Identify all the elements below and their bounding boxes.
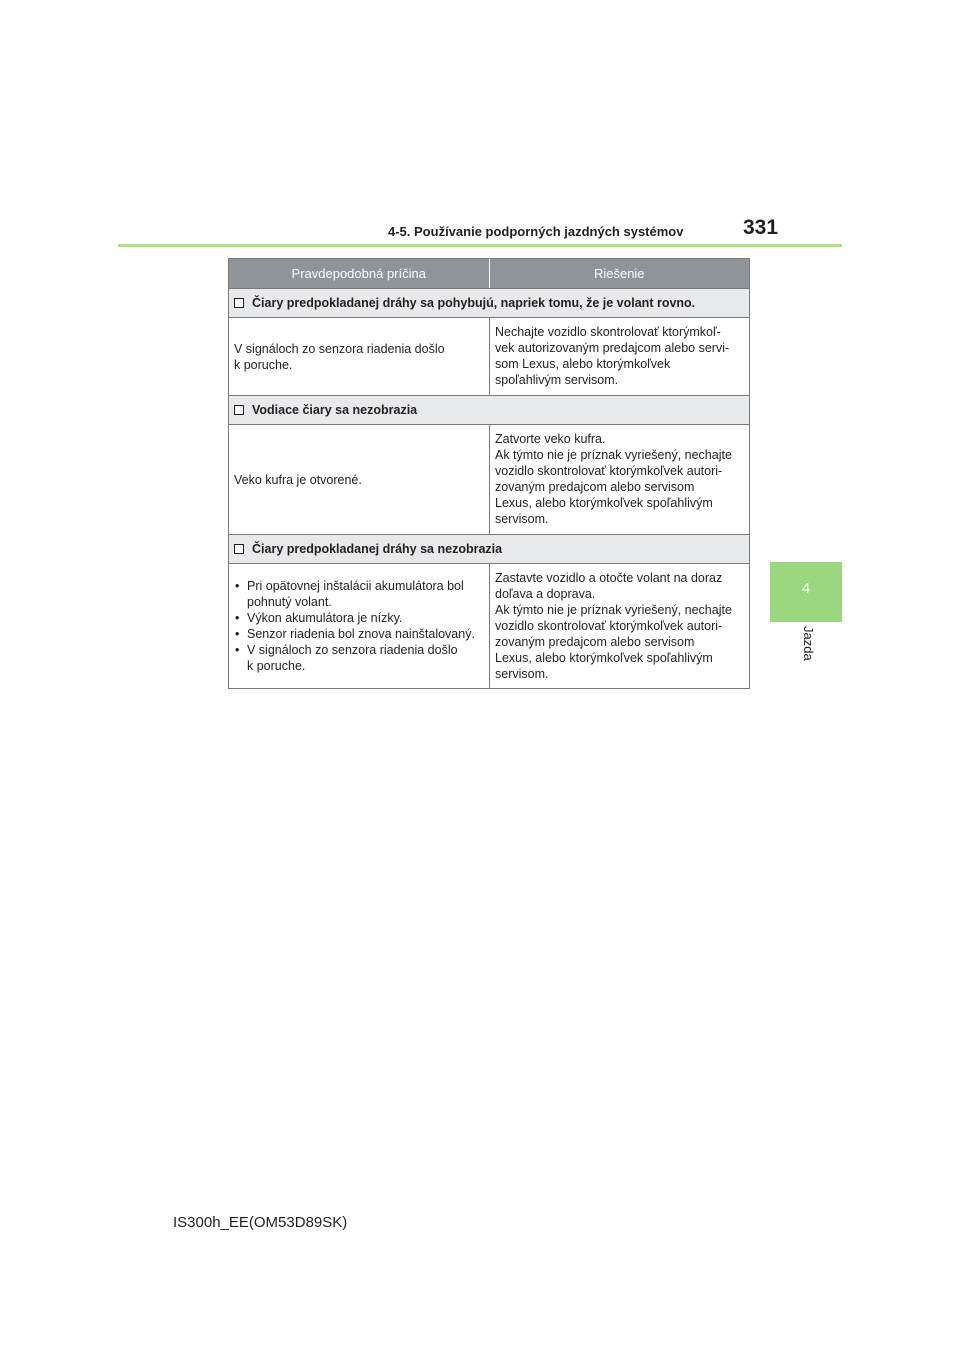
solution-line: vozidlo skontrolovať ktorýmkoľvek autori- <box>495 619 723 633</box>
solution-line: Zastavte vozidlo a otočte volant na doraz <box>495 571 723 585</box>
table-row <box>229 318 749 396</box>
solution-line: Nechajte vozidlo skontrolovať ktorýmkoľ- <box>495 325 721 339</box>
solution-cell <box>490 318 749 395</box>
list-item <box>234 610 475 626</box>
header-rule <box>118 244 842 247</box>
section-title-2: Vodiace čiary sa nezobrazia <box>252 403 418 417</box>
chapter-name: Jazda <box>801 626 816 661</box>
solution-line: som Lexus, alebo ktorýmkoľvek <box>495 357 671 371</box>
column-header-solution: Riešenie <box>489 259 750 288</box>
cause-line: Výkon akumulátora je nízky. <box>247 611 403 625</box>
section-title: 4-5. Používanie podporných jazdných systémov <box>388 224 684 239</box>
bullet-icon: • <box>235 579 240 593</box>
section-row <box>229 535 749 564</box>
section-row <box>229 289 749 318</box>
solution-line: Ak týmto nie je príznak vyriešený, nechajte <box>495 448 732 462</box>
section-title-3: Čiary predpokladanej dráhy sa nezobrazia <box>252 542 503 556</box>
table-row <box>229 425 749 535</box>
cause-list <box>234 578 475 674</box>
table-header <box>229 259 749 289</box>
solution-cell <box>490 564 749 688</box>
solution-line: Zatvorte veko kufra. <box>495 432 606 446</box>
solution-line: servisom. <box>495 667 549 681</box>
section-row <box>229 396 749 425</box>
model-code: IS300h_EE(OM53D89SK) <box>173 1214 348 1231</box>
bullet-icon: • <box>235 627 240 641</box>
solution-line: doľava a doprava. <box>495 587 596 601</box>
section-title-1: Čiary predpokladanej dráhy sa pohybujú, napriek tomu, že je volant rovno. <box>252 296 696 310</box>
cause-cell <box>229 425 490 534</box>
solution-line: spoľahlivým servisom. <box>495 373 619 387</box>
checkbox-icon <box>234 405 244 415</box>
bullet-icon: • <box>235 643 240 657</box>
solution-line: zovaným predajcom alebo servisom <box>495 635 695 649</box>
column-header-cause: Pravdepodobná príčina <box>291 266 426 281</box>
checkbox-icon <box>234 298 244 308</box>
solution-line: vozidlo skontrolovať ktorýmkoľvek autori- <box>495 464 723 478</box>
solution-line: Lexus, alebo ktorýmkoľvek spoľahlivým <box>495 496 713 510</box>
cause-line: V signáloch zo senzora riadenia došlo <box>234 341 445 356</box>
solution-line: Ak týmto nie je príznak vyriešený, nechajte <box>495 603 732 617</box>
solution-line: zovaným predajcom alebo servisom <box>495 480 695 494</box>
cause-line: pohnutý volant. <box>247 595 332 609</box>
cause-line: V signáloch zo senzora riadenia došlo <box>247 643 458 657</box>
cause-line: Veko kufra je otvorené. <box>234 472 362 487</box>
list-item <box>234 626 475 642</box>
checkbox-icon <box>234 544 244 554</box>
solution-line: servisom. <box>495 512 549 526</box>
solution-line: Lexus, alebo ktorýmkoľvek spoľahlivým <box>495 651 713 665</box>
cause-line: Senzor riadenia bol znova nainštalovaný. <box>247 627 475 641</box>
cause-line: k poruche. <box>247 659 306 673</box>
chapter-number: 4 <box>801 580 811 597</box>
solution-cell <box>490 425 749 534</box>
bullet-icon: • <box>235 611 240 625</box>
list-item <box>234 642 475 674</box>
cause-line: Pri opätovnej inštalácii akumulátora bol <box>247 579 464 593</box>
list-item <box>234 578 475 610</box>
chapter-tab <box>770 562 842 622</box>
troubleshooting-table <box>228 258 750 689</box>
cause-cell <box>229 564 490 688</box>
cause-line: k poruche. <box>234 357 293 372</box>
cause-cell <box>229 318 490 395</box>
table-row <box>229 564 749 689</box>
solution-line: vek autorizovaným predajcom alebo servi- <box>495 341 730 355</box>
page-number: 331 <box>743 216 779 239</box>
